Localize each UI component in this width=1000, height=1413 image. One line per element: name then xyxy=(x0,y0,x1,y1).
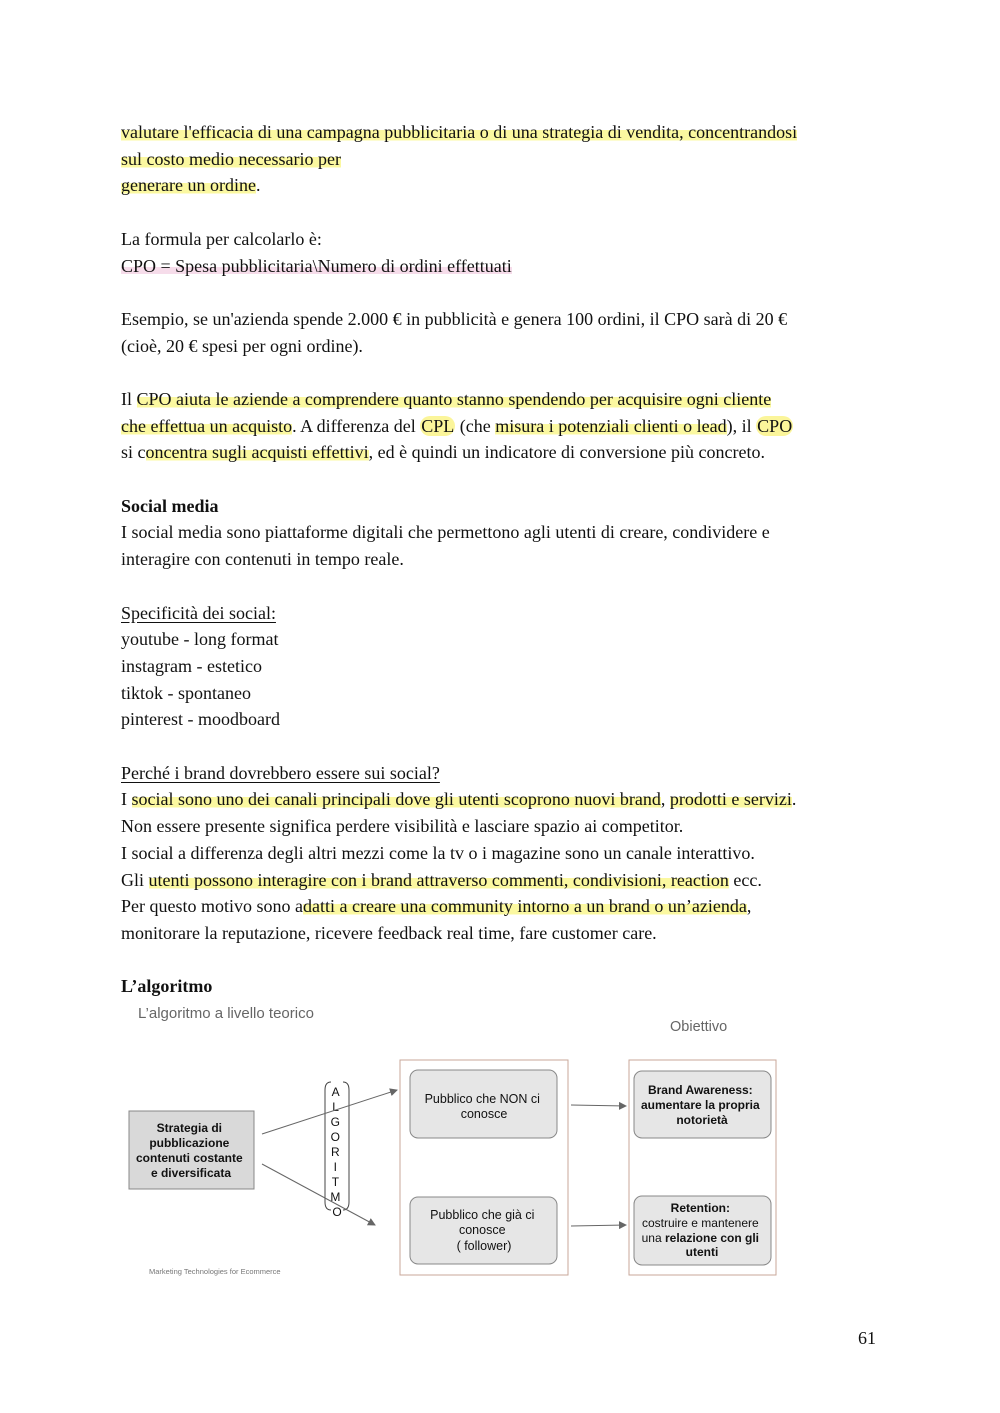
diagram-objective-label: Obiettivo xyxy=(670,1019,728,1035)
perche-line-4: Gli utenti possono interagire con i brand attraverso commenti, condivisioni, reaction ecc. xyxy=(121,869,762,890)
goal-retention-text: Retention: costruire e mantenere una relazione con gli utenti xyxy=(641,1201,760,1259)
social-heading: Social media xyxy=(121,495,219,516)
arrow-to-awareness xyxy=(571,1105,626,1106)
specificita-item: youtube - long format xyxy=(121,629,279,650)
perche-title: Perché i brand dovrebbero essere sui social? xyxy=(121,762,440,783)
goal-awareness-text: Brand Awareness: aumentare la propria notorietà xyxy=(640,1083,760,1127)
arrow-to-new-audience xyxy=(262,1090,397,1134)
intro-line-1: valutare l'efficacia di una campagna pubblicitaria o di una strategia di vendita, concentrandosi xyxy=(121,122,798,142)
page-number: 61 xyxy=(858,1328,876,1348)
example-line-1: Esempio, se un'azienda spende 2.000 € in pubblicità e genera 100 ordini, il CPO sarà di 20 € xyxy=(121,308,788,329)
example-line-2: (cioè, 20 € spesi per ogni ordine). xyxy=(121,335,363,356)
algo-bracket-right xyxy=(343,1082,349,1210)
specificita-item: tiktok - spontaneo xyxy=(121,682,251,703)
algorithm-diagram-svg xyxy=(121,998,801,1288)
algorithm-diagram xyxy=(121,998,801,1288)
perche-line-6: monitorare la reputazione, ricevere feedback real time, fare customer care. xyxy=(121,923,657,943)
algoritmo-heading: L’algoritmo xyxy=(121,976,213,997)
social-line-2: interagire con contenuti in tempo reale. xyxy=(121,549,404,570)
diagram-footer: Marketing Technologies for Ecommerce xyxy=(149,1267,281,1276)
algo-letters: A L G O R I T M O xyxy=(330,1085,342,1219)
cpo-line-1: Il CPO aiuta le aziende a comprendere quanto stanno spendendo per acquisire ogni cliente xyxy=(121,388,772,409)
audience-new-text: Pubblico che NON ci conosce xyxy=(424,1092,540,1121)
perche-line-2: Non essere presente significa perdere visibilità e lasciare spazio ai competitor. xyxy=(121,816,684,837)
specificita-item: instagram - estetico xyxy=(121,655,262,676)
social-line-1: I social media sono piattaforme digitali che permettono agli utenti di creare, condividere e xyxy=(121,522,770,543)
specificita-item: pinterest - moodboard xyxy=(121,709,280,730)
cpo-line-2: che effettua un acquisto. A differenza del CPL (che misura i potenziali clienti o lead), il CPO xyxy=(121,415,793,436)
diagram-subtitle: L’algoritmo a livello teorico xyxy=(138,1005,314,1022)
perche-line-5: Per questo motivo sono adatti a creare una community intorno a un brand o un’azienda, xyxy=(121,896,752,917)
formula-expression: CPO = Spesa pubblicitaria\Numero di ordini effettuati xyxy=(121,255,512,276)
perche-line-3: I social a differenza degli altri mezzi come la tv o i magazine sono un canale interattivo. xyxy=(121,842,755,863)
intro-line-3: generare un ordine. xyxy=(121,175,261,196)
body-text xyxy=(121,119,891,1000)
intro-line-2: sul costo medio necessario per xyxy=(121,148,341,169)
specificita-title: Specificità dei social: xyxy=(121,602,276,623)
cpo-line-3: si concentra sugli acquisti effettivi, ed è quindi un indicatore di conversione più concreto. xyxy=(121,442,765,463)
arrow-to-retention xyxy=(571,1225,626,1226)
arrow-to-known-audience xyxy=(262,1164,375,1225)
audience-known-text: Pubblico che già ci conosce ( follower) xyxy=(430,1208,535,1253)
formula-label: La formula per calcolarlo è: xyxy=(121,228,322,249)
strategy-text: Strategia di pubblicazione contenuti costante e diversificata xyxy=(135,1121,243,1180)
perche-line-1: I social sono uno dei canali principali dove gli utenti scoprono nuovi brand, prodotti e servizi. xyxy=(121,789,797,810)
